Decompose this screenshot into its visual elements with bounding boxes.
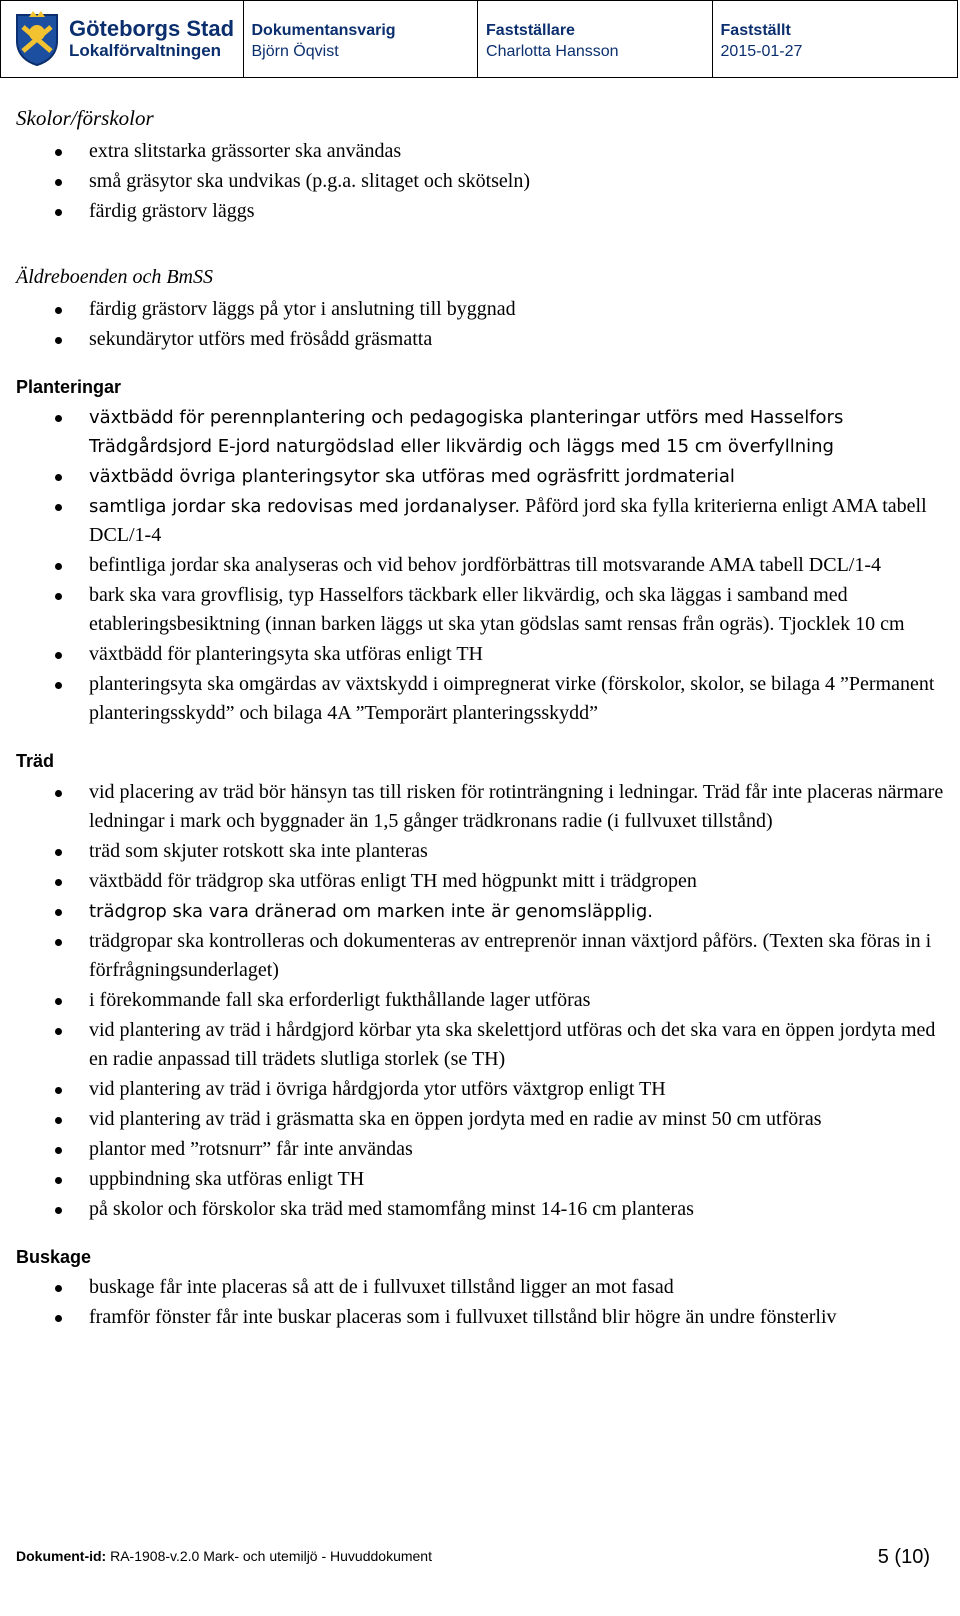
list-item-part: samtliga jordar ska redovisas med jordanalyser. <box>89 496 521 517</box>
list-aldreboenden <box>16 295 946 354</box>
list-trad-cont <box>16 927 946 1224</box>
list-item <box>16 492 946 550</box>
list-item: vid plantering av träd i hårdgjord körbar yta ska skelettjord utföras och det ska vara en öppen jordyta med en radie anpassad till trädets slutliga storlek (se TH) <box>16 1016 946 1074</box>
list-item: sekundärytor utförs med frösådd gräsmatta <box>16 325 946 354</box>
section-heading-trad: Träd <box>16 751 55 771</box>
list-trad <box>16 778 946 896</box>
list-item: små gräsytor ska undvikas (p.g.a. slitaget och skötseln) <box>16 167 946 196</box>
document-id-label: Dokument-id: <box>16 1548 107 1564</box>
city-crest-icon <box>13 11 61 67</box>
list-item: växtbädd för trädgrop ska utföras enligt TH med högpunkt mitt i trädgropen <box>16 867 946 896</box>
logo-subtitle: Lokalförvaltningen <box>69 41 222 60</box>
list-item: i förekommande fall ska erforderligt fukthållande lager utföras <box>16 986 946 1015</box>
list-skolor <box>16 137 946 226</box>
list-item: plantor med ”rotsnurr” får inte användas <box>16 1135 946 1164</box>
header-cell-responsible <box>244 1 479 77</box>
list-item: färdig grästorv läggs <box>16 197 946 226</box>
list-item: trädgrop ska vara dränerad om marken inte är genomsläpplig. <box>16 897 946 926</box>
header-label: Dokumentansvarig <box>251 22 396 39</box>
list-item: träd som skjuter rotskott ska inte planteras <box>16 837 946 866</box>
list-item: växtbädd för planteringsyta ska utföras enligt TH <box>16 640 946 669</box>
header-value: Björn Öqvist <box>251 43 339 60</box>
list-item: bark ska vara grovflisig, typ Hasselfors täckbark eller likvärdig, och ska läggas i samband med etableringsbesiktning (innan barken läggs ut ska ytan gödslas samt rensas från ogräs). Tjocklek 10 cm <box>16 581 946 639</box>
page-number: 5 (10) <box>877 1546 930 1568</box>
list-item: befintliga jordar ska analyseras och vid behov jordförbättras till motsvarande AMA tabell DCL/1-4 <box>16 551 946 580</box>
list-item: växtbädd övriga planteringsytor ska utföras med ogräsfritt jordmaterial <box>16 462 946 491</box>
list-item: på skolor och förskolor ska träd med stamomfång minst 14-16 cm planteras <box>16 1195 946 1224</box>
document-id <box>16 1546 930 1566</box>
list-item: vid placering av träd bör hänsyn tas till risken för rotinträngning i ledningar. Träd får inte placeras närmare ledningar i mark och byggnader än 1,5 gånger trädkronans radie (i fullvuxet tillstånd) <box>16 778 946 836</box>
section-heading-skolor: Skolor/förskolor <box>16 106 154 130</box>
document-id-value: RA-1908-v.2.0 Mark- och utemiljö - Huvuddokument <box>106 1548 432 1564</box>
header-value: 2015-01-27 <box>720 43 803 60</box>
list-item: trädgropar ska kontrolleras och dokumenteras av entreprenör innan växtjord påförs. (Texten ska föras in i förfrågningsunderlaget) <box>16 927 946 985</box>
list-item: extra slitstarka grässorter ska användas <box>16 137 946 166</box>
list-trad-sans <box>16 897 946 926</box>
document-footer <box>16 1542 930 1566</box>
list-item: färdig grästorv läggs på ytor i anslutning till byggnad <box>16 295 946 324</box>
list-buskage <box>16 1273 946 1332</box>
logo <box>1 1 244 77</box>
list-item-part: Påförd jord ska fylla kriterierna enligt AMA tabell DCL/1-4 <box>89 495 927 546</box>
list-item: uppbindning ska utföras enligt TH <box>16 1165 946 1194</box>
document-body <box>16 103 946 1333</box>
header-label: Fastställt <box>720 22 791 39</box>
list-item: växtbädd för perennplantering och pedagogiska planteringar utförs med Hasselfors Trädgårdsjord E-jord naturgödslad eller likvärdig och läggs med 15 cm överfyllning <box>16 403 946 461</box>
section-heading-aldreboenden: Äldreboenden och BmSS <box>16 266 213 288</box>
list-planteringar <box>16 403 946 550</box>
header-label: Fastställare <box>486 22 575 39</box>
list-item: planteringsyta ska omgärdas av växtskydd i oimpregnerat virke (förskolor, skolor, se bilaga 4 ”Permanent planteringsskydd” och bilaga 4A ”Temporärt planteringsskydd” <box>16 670 946 728</box>
list-item: vid plantering av träd i övriga hårdgjorda ytor utförs växtgrop enligt TH <box>16 1075 946 1104</box>
list-item: framför fönster får inte buskar placeras som i fullvuxet tillstånd blir högre än undre fönsterliv <box>16 1303 946 1332</box>
list-planteringar-cont <box>16 551 946 728</box>
header-cell-approved-date <box>713 1 957 77</box>
list-item: buskage får inte placeras så att de i fullvuxet tillstånd ligger an mot fasad <box>16 1273 946 1302</box>
logo-title: Göteborgs Stad <box>69 16 235 41</box>
header-value: Charlotta Hansson <box>486 43 619 60</box>
section-heading-buskage: Buskage <box>16 1247 92 1267</box>
header-cell-approver <box>478 1 713 77</box>
section-heading-planteringar: Planteringar <box>16 377 122 397</box>
document-header <box>0 0 958 78</box>
list-item: vid plantering av träd i gräsmatta ska en öppen jordyta med en radie av minst 50 cm utföras <box>16 1105 946 1134</box>
